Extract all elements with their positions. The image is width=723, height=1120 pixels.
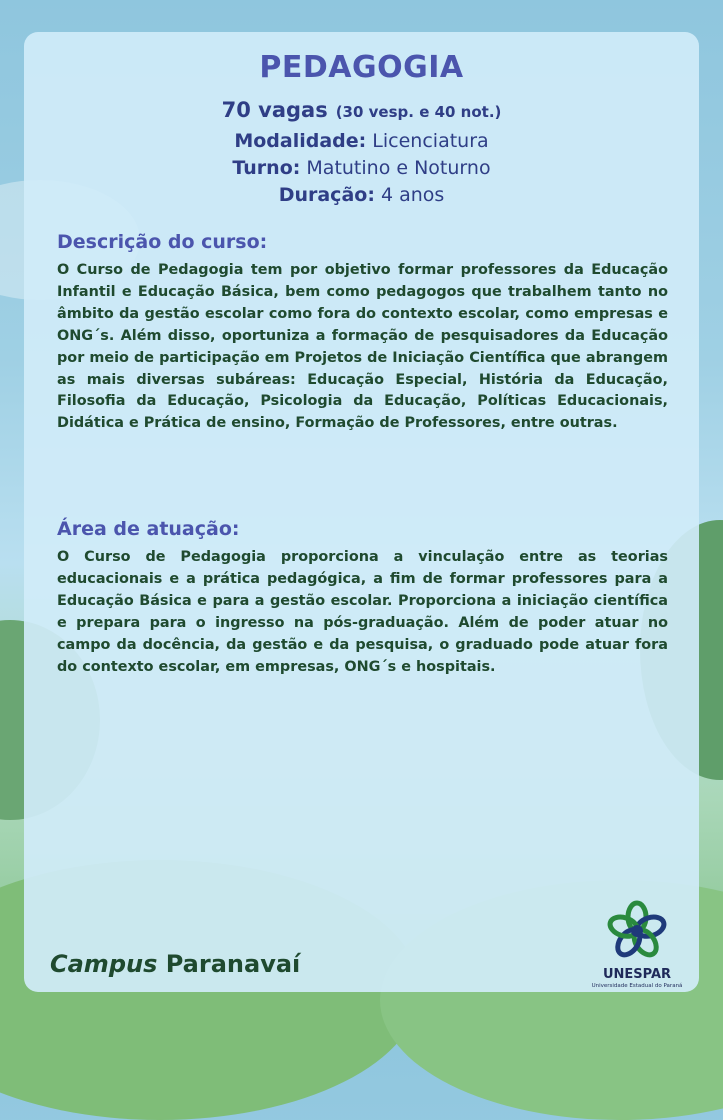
modalidade-line: [0, 130, 723, 152]
modalidade-label: Modalidade:: [234, 130, 367, 152]
logo-name: UNESPAR: [602, 967, 672, 982]
modalidade-value: Licenciatura: [372, 130, 489, 152]
page-title: PEDAGOGIA: [259, 50, 464, 85]
duracao-line: [0, 184, 723, 206]
vagas-detail: (30 vesp. e 40 not.): [335, 103, 502, 121]
turno-label: Turno:: [232, 157, 301, 179]
campus-name: Paranavaí: [165, 950, 301, 978]
campus-label: [50, 950, 300, 978]
atuacao-heading: Área de atuação:: [57, 518, 240, 540]
campus-word: Campus: [50, 950, 158, 978]
turno-value: Matutino e Noturno: [306, 157, 491, 179]
duracao-value: 4 anos: [380, 184, 445, 206]
turno-line: [0, 157, 723, 179]
vagas-line: [0, 98, 723, 122]
vagas-count: 70 vagas: [221, 98, 328, 122]
duracao-label: Duração:: [278, 184, 375, 206]
atuacao-paragraph: O Curso de Pedagogia proporciona a vinculação entre as teorias educacionais e a prática pedagógica, a fim de formar professores para a Educação Básica e para a gestão escolar. Proporciona a iniciação científica e prepara para o ingresso na pós-graduação. Além de poder atuar no campo da docência, da gestão e da pesquisa, o graduado pode atuar fora do contexto escolar, em empresas, ONG´s e hospitais.: [57, 549, 668, 675]
logo-subtitle: Universidade Estadual do Paraná: [591, 983, 683, 989]
descricao-heading: Descrição do curso:: [57, 231, 268, 253]
descricao-paragraph: O Curso de Pedagogia tem por objetivo formar professores da Educação Infantil e Educação Básica, bem como pedagogos que trabalhem tanto no âmbito da gestão escolar como fora do contexto escolar, como empresas e ONG´s. Além disso, oportuniza a formação de pesquisadores da Educação por meio de participação em Projetos de Iniciação Científica que abrangem as mais diversas subáreas: Educação Especial, História da Educação, Filosofia da Educação, Psicologia da Educação, Políticas Educacionais, Didática e Prática de ensino, Formação de Professores, entre outras.: [57, 262, 668, 432]
